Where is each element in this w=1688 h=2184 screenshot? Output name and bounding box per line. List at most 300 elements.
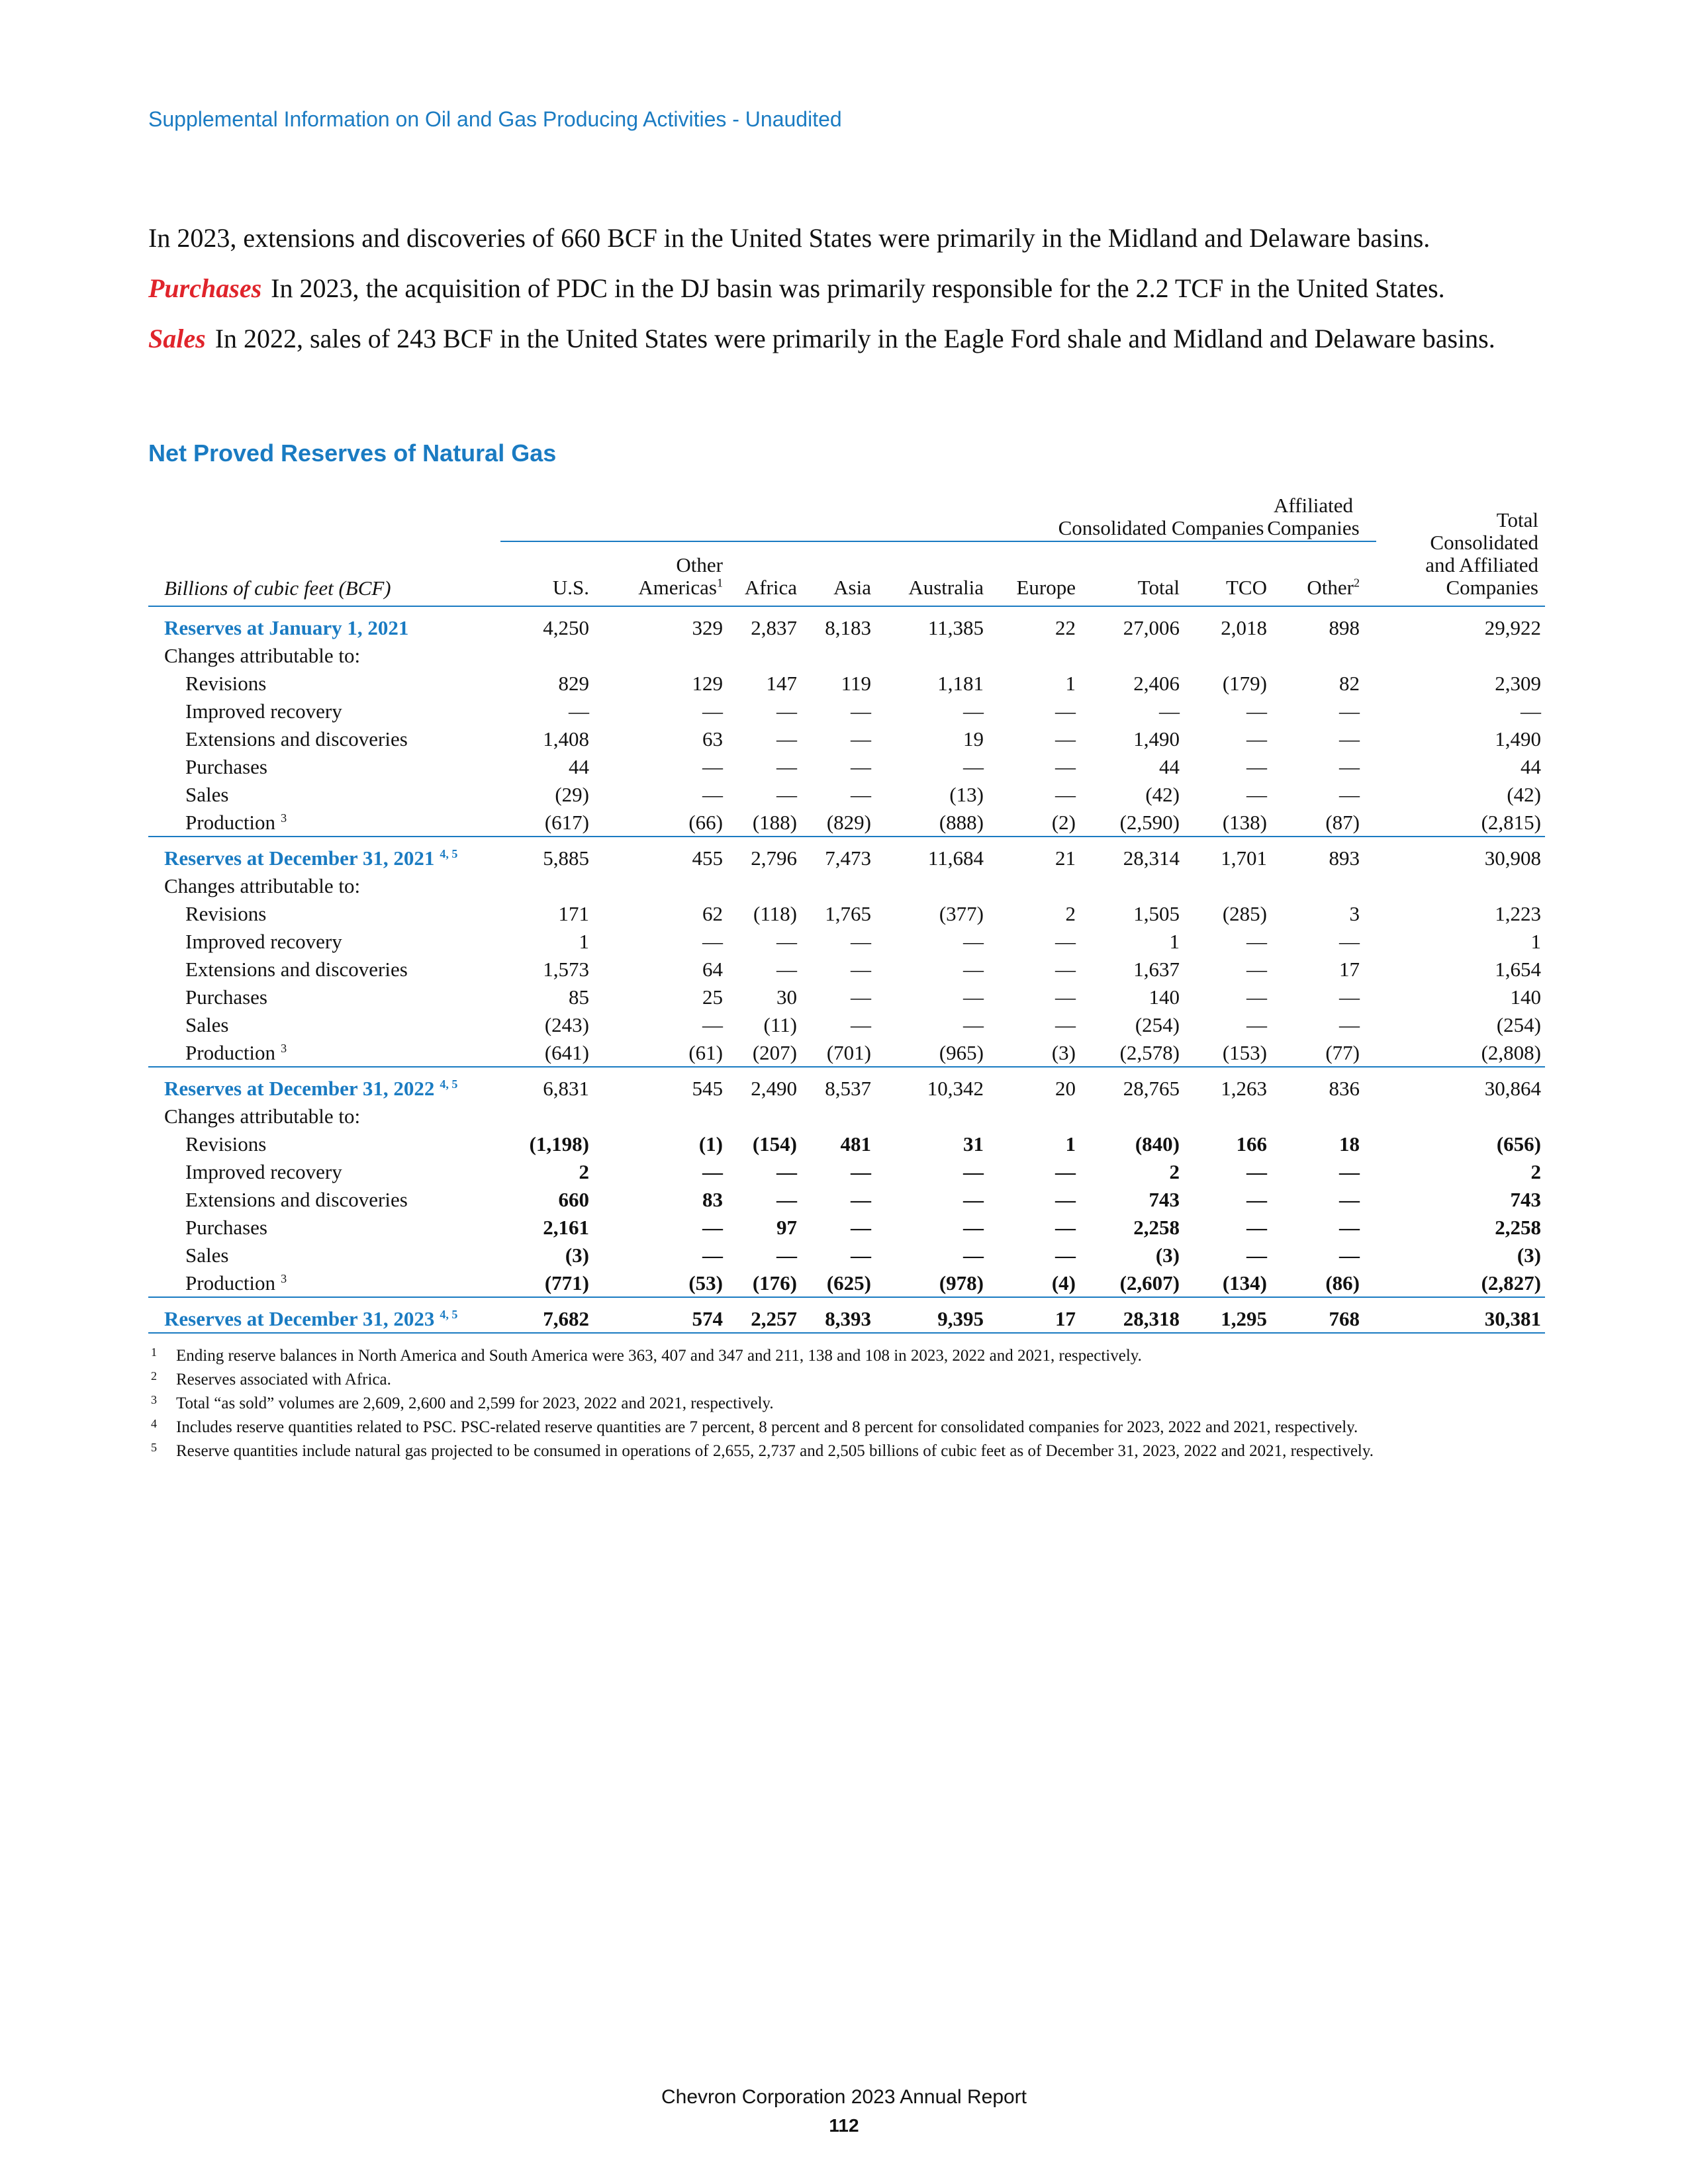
- table-cell: (207): [752, 1041, 797, 1064]
- table-row: [148, 927, 1545, 955]
- table-cell: 11,684: [927, 846, 984, 870]
- table-cell: —: [1246, 727, 1267, 751]
- table-row: [148, 955, 1545, 983]
- table-cell: —: [1055, 700, 1076, 723]
- table-cell: 10,342: [927, 1077, 984, 1100]
- table-cell: 82: [1339, 672, 1360, 695]
- col-europe: Europe: [1016, 576, 1076, 599]
- table-cell: —: [851, 958, 871, 981]
- table-cell: 64: [702, 958, 723, 981]
- paragraph-text: In 2023, the acquisition of PDC in the DJ basin was primarily responsible for the 2.2 TCF in the United States.: [271, 273, 1445, 303]
- table-cell: 1,654: [1495, 958, 1541, 981]
- table-cell: —: [963, 958, 984, 981]
- table-cell: —: [1246, 755, 1267, 778]
- table-cell: 27,006: [1123, 616, 1180, 639]
- table-cell: 2,258: [1133, 1216, 1180, 1239]
- col-total-line3: and Affiliated: [1425, 553, 1538, 576]
- table-cell: (617): [544, 811, 589, 834]
- row-label: Changes attributable to:: [164, 1105, 361, 1128]
- table-row: [148, 844, 1545, 872]
- table-cell: 1: [1169, 930, 1180, 953]
- footnote-text: Reserves associated with Africa.: [176, 1371, 391, 1388]
- table-cell: (86): [1325, 1271, 1360, 1295]
- table-cell: —: [776, 1188, 797, 1211]
- table-cell: —: [1055, 755, 1076, 778]
- table-cell: 3: [1349, 902, 1360, 925]
- table-cell: —: [963, 1244, 984, 1267]
- table-cell: —: [1246, 1160, 1267, 1183]
- table-row: [148, 669, 1545, 697]
- table-cell: 62: [702, 902, 723, 925]
- footnotes: [148, 1345, 1545, 1465]
- table-cell: (11): [763, 1013, 797, 1036]
- table-cell: 1,701: [1221, 846, 1267, 870]
- footnote: [148, 1345, 1545, 1367]
- table-cell: (3): [1517, 1244, 1541, 1267]
- table-cell: —: [776, 1160, 797, 1183]
- table-cell: (3): [565, 1244, 589, 1267]
- table-cell: (176): [752, 1271, 797, 1295]
- footnote-text: Reserve quantities include natural gas projected to be consumed in operations of 2,655, 2,737 and 2,505 billions of cubic feet as of December 31, 2023, 2022 and 2021, respectively.: [176, 1442, 1374, 1460]
- table-cell: 836: [1329, 1077, 1360, 1100]
- row-label: Purchases: [185, 755, 267, 778]
- footnote-text: Ending reserve balances in North America and South America were 363, 407 and 347 and 211, 138 and 108 in 2023, 2022 and 2021, respectively.: [176, 1347, 1142, 1365]
- table-cell: (254): [1135, 1013, 1180, 1036]
- table-cell: 1,223: [1495, 902, 1541, 925]
- table-cell: 768: [1329, 1307, 1360, 1330]
- paragraph-sales: [148, 322, 1545, 356]
- table-cell: 7,682: [543, 1307, 589, 1330]
- table-cell: —: [1339, 1188, 1360, 1211]
- table-cell: —: [776, 1244, 797, 1267]
- table-row: [148, 1102, 1545, 1130]
- group-affiliated-line1: Affiliated: [1274, 494, 1353, 517]
- table-cell: 30,381: [1484, 1307, 1541, 1330]
- table-cell: (656): [1496, 1132, 1541, 1156]
- table-cell: —: [851, 700, 871, 723]
- table-cell: 28,314: [1123, 846, 1180, 870]
- row-label: Reserves at December 31, 2021 $^{4, 5}$: [164, 846, 458, 870]
- table-cell: —: [1246, 958, 1267, 981]
- table-cell: —: [1246, 1244, 1267, 1267]
- table-cell: (179): [1222, 672, 1267, 695]
- table-cell: (377): [939, 902, 984, 925]
- table-cell: —: [1055, 727, 1076, 751]
- table-cell: —: [851, 1013, 871, 1036]
- footnote-number: 2: [151, 1369, 157, 1383]
- row-label: Sales: [185, 1244, 229, 1267]
- table-row: [148, 725, 1545, 752]
- table-cell: (42): [1145, 783, 1180, 806]
- table-cell: —: [851, 783, 871, 806]
- table-cell: 1,765: [825, 902, 871, 925]
- group-affiliated-line2: Companies: [1267, 516, 1360, 539]
- table-cell: —: [851, 1188, 871, 1211]
- reserves-table: [148, 493, 1545, 1334]
- table-cell: 44: [1159, 755, 1180, 778]
- paragraph-extensions: In 2023, extensions and discoveries of 660 BCF in the United States were primarily in the Midland and Delaware basins.: [148, 223, 1430, 253]
- table-cell: (2,607): [1119, 1271, 1180, 1295]
- table-cell: (3): [1051, 1041, 1076, 1064]
- table-cell: 893: [1329, 846, 1360, 870]
- table-row: [148, 1185, 1545, 1213]
- table-cell: 898: [1329, 616, 1360, 639]
- table-cell: 8,183: [825, 616, 871, 639]
- table-row: [148, 752, 1545, 780]
- table-cell: —: [1246, 1013, 1267, 1036]
- table-cell: 8,393: [825, 1307, 871, 1330]
- table-cell: 31: [963, 1132, 984, 1156]
- footnote: [148, 1441, 1545, 1462]
- table-cell: 5,885: [543, 846, 589, 870]
- col-tco: TCO: [1226, 576, 1267, 599]
- table-cell: 19: [963, 727, 984, 751]
- table-cell: (978): [939, 1271, 984, 1295]
- paragraph-lead: Purchases: [148, 273, 262, 303]
- table-cell: —: [1339, 1244, 1360, 1267]
- row-label: Improved recovery: [185, 930, 342, 953]
- table-row: [148, 1269, 1545, 1297]
- table-cell: —: [963, 985, 984, 1009]
- group-affiliated-rule: [1197, 541, 1376, 542]
- table-cell: (829): [826, 811, 871, 834]
- group-consolidated: Consolidated Companies: [1058, 516, 1264, 539]
- table-cell: —: [1246, 930, 1267, 953]
- table-row: [148, 1304, 1545, 1332]
- table-cell: 20: [1055, 1077, 1076, 1100]
- table-row: [148, 1158, 1545, 1185]
- table-row: [148, 1213, 1545, 1241]
- table-cell: 11,385: [927, 616, 984, 639]
- table-cell: 2,796: [751, 846, 797, 870]
- table-cell: —: [851, 1244, 871, 1267]
- row-label: Reserves at December 31, 2023 $^{4, 5}$: [164, 1307, 458, 1330]
- table-cell: —: [1055, 1160, 1076, 1183]
- table-cell: 29,922: [1484, 616, 1541, 639]
- table-cell: 30,864: [1484, 1077, 1541, 1100]
- table-cell: 660: [558, 1188, 589, 1211]
- row-label: Extensions and discoveries: [185, 1188, 408, 1211]
- table-cell: (1,198): [529, 1132, 589, 1156]
- table-cell: —: [851, 985, 871, 1009]
- table-cell: —: [1339, 783, 1360, 806]
- table-cell: (254): [1496, 1013, 1541, 1036]
- table-cell: (138): [1222, 811, 1267, 834]
- table-cell: 28,318: [1123, 1307, 1180, 1330]
- table-cell: 743: [1510, 1188, 1541, 1211]
- footnote-number: 4: [151, 1417, 157, 1430]
- table-cell: 329: [692, 616, 723, 639]
- col-us: U.S.: [552, 576, 589, 599]
- table-cell: 97: [776, 1216, 797, 1239]
- table-row: [148, 780, 1545, 808]
- table-cell: 1,490: [1495, 727, 1541, 751]
- table-cell: 2,258: [1495, 1216, 1541, 1239]
- table-cell: —: [569, 700, 589, 723]
- table-cell: 44: [1521, 755, 1541, 778]
- col-total-line2: Consolidated: [1430, 531, 1538, 554]
- table-cell: —: [963, 930, 984, 953]
- table-cell: 2,490: [751, 1077, 797, 1100]
- table-cell: 30: [776, 985, 797, 1009]
- table-cell: —: [776, 930, 797, 953]
- table-row: [148, 641, 1545, 669]
- table-cell: 140: [1149, 985, 1180, 1009]
- row-label: Purchases: [185, 1216, 267, 1239]
- table-cell: 481: [840, 1132, 871, 1156]
- table-header: [148, 493, 1545, 606]
- bottom-rule: [148, 1332, 1545, 1334]
- table-cell: —: [702, 1244, 723, 1267]
- row-label: Reserves at January 1, 2021: [164, 616, 409, 639]
- table-caption: Billions of cubic feet (BCF): [164, 576, 391, 600]
- footnote: [148, 1393, 1545, 1414]
- table-cell: 2,161: [543, 1216, 589, 1239]
- footnote-text: Includes reserve quantities related to PSC. PSC-related reserve quantities are 7 percent, 8 percent and 8 percent for consolidated companies for 2023, 2022 and 2021, respectively.: [176, 1418, 1358, 1436]
- table-cell: 4,250: [543, 616, 589, 639]
- table-cell: 1: [1530, 930, 1541, 953]
- table-cell: —: [1055, 1013, 1076, 1036]
- table-cell: —: [851, 1216, 871, 1239]
- page-number: 112: [829, 2115, 859, 2136]
- row-label: Production $^3$: [185, 811, 287, 834]
- table-cell: —: [1055, 1188, 1076, 1211]
- table-cell: (243): [544, 1013, 589, 1036]
- table-cell: —: [702, 783, 723, 806]
- table-cell: (701): [826, 1041, 871, 1064]
- table-cell: —: [851, 930, 871, 953]
- table-cell: 1,573: [543, 958, 589, 981]
- table-cell: 6,831: [543, 1077, 589, 1100]
- table-cell: (154): [752, 1132, 797, 1156]
- col-other-affiliated: Other$^2$: [1307, 576, 1360, 599]
- col-total-line4: Companies: [1446, 576, 1538, 599]
- table-cell: —: [1055, 1216, 1076, 1239]
- running-header: Supplemental Information on Oil and Gas Producing Activities - Unaudited: [148, 107, 842, 131]
- row-label: Sales: [185, 783, 229, 806]
- row-label: Sales: [185, 1013, 229, 1036]
- table-cell: —: [702, 1216, 723, 1239]
- table-cell: 829: [558, 672, 589, 695]
- table-cell: —: [1246, 1216, 1267, 1239]
- table-cell: (965): [939, 1041, 984, 1064]
- footnote: [148, 1369, 1545, 1390]
- table-cell: (188): [752, 811, 797, 834]
- table-cell: 2,018: [1221, 616, 1267, 639]
- table-cell: —: [1055, 930, 1076, 953]
- col-other-americas-line2: Americas$^1$: [638, 576, 723, 599]
- footnote-number: 3: [151, 1393, 157, 1406]
- table-cell: —: [1246, 1188, 1267, 1211]
- table-cell: 171: [558, 902, 589, 925]
- table-cell: 1,295: [1221, 1307, 1267, 1330]
- table-cell: 2,406: [1133, 672, 1180, 695]
- paragraph-purchases: [148, 271, 1545, 306]
- row-label: Reserves at December 31, 2022 $^{4, 5}$: [164, 1077, 458, 1100]
- table-cell: 1: [1065, 1132, 1076, 1156]
- table-cell: —: [776, 727, 797, 751]
- table-cell: (771): [544, 1271, 589, 1295]
- row-label: Improved recovery: [185, 700, 342, 723]
- table-cell: 1,408: [543, 727, 589, 751]
- table-cell: 1,263: [1221, 1077, 1267, 1100]
- row-label: Changes attributable to:: [164, 874, 361, 897]
- table-cell: 25: [702, 985, 723, 1009]
- table-cell: —: [1246, 985, 1267, 1009]
- table-cell: —: [1055, 783, 1076, 806]
- table-cell: 7,473: [825, 846, 871, 870]
- table-cell: (625): [826, 1271, 871, 1295]
- table-cell: 1: [579, 930, 589, 953]
- table-cell: (888): [939, 811, 984, 834]
- table-row: [148, 1011, 1545, 1038]
- table-row: [148, 1038, 1545, 1066]
- table-cell: 574: [692, 1307, 723, 1330]
- table-cell: 2,837: [751, 616, 797, 639]
- row-label: Extensions and discoveries: [185, 958, 408, 981]
- footnote: [148, 1417, 1545, 1438]
- footnote-number: 1: [151, 1345, 157, 1359]
- table-cell: —: [702, 930, 723, 953]
- footnote-text: Total “as sold” volumes are 2,609, 2,600 and 2,599 for 2023, 2022 and 2021, respectively.: [176, 1394, 774, 1412]
- table-cell: —: [1055, 985, 1076, 1009]
- col-asia: Asia: [833, 576, 871, 599]
- table-cell: 17: [1339, 958, 1360, 981]
- table-cell: —: [963, 700, 984, 723]
- table-cell: (118): [753, 902, 797, 925]
- table-row: [148, 872, 1545, 899]
- table-cell: —: [1246, 700, 1267, 723]
- row-gap: [148, 1298, 1545, 1304]
- row-label: Production $^3$: [185, 1271, 287, 1295]
- table-cell: 129: [692, 672, 723, 695]
- table-cell: —: [963, 1160, 984, 1183]
- table-cell: 17: [1055, 1307, 1076, 1330]
- table-cell: 63: [702, 727, 723, 751]
- table-cell: 1,490: [1133, 727, 1180, 751]
- table-cell: —: [1339, 1160, 1360, 1183]
- table-cell: —: [1339, 1216, 1360, 1239]
- table-cell: —: [963, 755, 984, 778]
- paragraph-lead: Sales: [148, 324, 206, 353]
- table-row: [148, 614, 1545, 641]
- col-total-line1: Total: [1496, 508, 1538, 531]
- row-label: Revisions: [185, 1132, 267, 1156]
- row-label: Production $^3$: [185, 1041, 287, 1064]
- table-cell: 44: [569, 755, 589, 778]
- col-australia: Australia: [908, 576, 984, 599]
- table-cell: —: [1339, 727, 1360, 751]
- table-cell: —: [1159, 700, 1180, 723]
- table-cell: —: [702, 755, 723, 778]
- table-cell: —: [702, 700, 723, 723]
- table-cell: —: [1521, 700, 1541, 723]
- table-row: [148, 983, 1545, 1011]
- table-cell: (1): [698, 1132, 723, 1156]
- table-row: [148, 808, 1545, 836]
- col-other-americas-line1: Other: [676, 553, 723, 576]
- table-cell: (285): [1222, 902, 1267, 925]
- table-cell: 18: [1339, 1132, 1360, 1156]
- table-cell: (2): [1051, 811, 1076, 834]
- table-cell: —: [1055, 958, 1076, 981]
- table-cell: —: [851, 727, 871, 751]
- table-body: [148, 606, 1545, 1334]
- table-cell: —: [776, 783, 797, 806]
- table-cell: 1,181: [937, 672, 984, 695]
- table-cell: 140: [1510, 985, 1541, 1009]
- table-row: [148, 697, 1545, 725]
- table-cell: (29): [555, 783, 589, 806]
- table-cell: (77): [1325, 1041, 1360, 1064]
- table-cell: —: [851, 1160, 871, 1183]
- table-cell: (53): [688, 1271, 723, 1295]
- row-label: Changes attributable to:: [164, 644, 361, 667]
- row-gap: [148, 607, 1545, 614]
- table-cell: —: [851, 755, 871, 778]
- table-cell: (13): [949, 783, 984, 806]
- table-cell: —: [1339, 985, 1360, 1009]
- table-cell: 2,257: [751, 1307, 797, 1330]
- row-label: Revisions: [185, 672, 267, 695]
- table-cell: 455: [692, 846, 723, 870]
- table-cell: (87): [1325, 811, 1360, 834]
- row-label: Improved recovery: [185, 1160, 342, 1183]
- row-label: Extensions and discoveries: [185, 727, 408, 751]
- table-cell: (153): [1222, 1041, 1267, 1064]
- table-cell: —: [702, 1160, 723, 1183]
- table-cell: 8,537: [825, 1077, 871, 1100]
- table-cell: 545: [692, 1077, 723, 1100]
- table-cell: (42): [1507, 783, 1541, 806]
- table-cell: 743: [1149, 1188, 1180, 1211]
- table-cell: (2,590): [1119, 811, 1180, 834]
- table-row: [148, 1074, 1545, 1102]
- table-cell: (61): [688, 1041, 723, 1064]
- table-cell: 22: [1055, 616, 1076, 639]
- table-cell: 166: [1236, 1132, 1267, 1156]
- table-cell: (4): [1051, 1271, 1076, 1295]
- table-cell: (2,815): [1481, 811, 1541, 834]
- table-cell: —: [1055, 1244, 1076, 1267]
- row-gap: [148, 837, 1545, 844]
- footnote-number: 5: [151, 1441, 157, 1454]
- table-cell: 30,908: [1484, 846, 1541, 870]
- table-cell: —: [776, 958, 797, 981]
- table-row: [148, 1130, 1545, 1158]
- row-label: Purchases: [185, 985, 267, 1009]
- table-cell: —: [963, 1188, 984, 1211]
- table-cell: —: [1339, 1013, 1360, 1036]
- table-cell: (2,827): [1481, 1271, 1541, 1295]
- table-cell: 28,765: [1123, 1077, 1180, 1100]
- table-cell: (134): [1222, 1271, 1267, 1295]
- table-cell: 83: [702, 1188, 723, 1211]
- table-cell: 9,395: [937, 1307, 984, 1330]
- table-cell: —: [702, 1013, 723, 1036]
- table-cell: 1: [1065, 672, 1076, 695]
- table-cell: 2,309: [1495, 672, 1541, 695]
- table-cell: —: [1339, 700, 1360, 723]
- table-cell: 2: [1530, 1160, 1541, 1183]
- row-label: Revisions: [185, 902, 267, 925]
- table-cell: (641): [544, 1041, 589, 1064]
- table-cell: (840): [1135, 1132, 1180, 1156]
- table-cell: 1,637: [1133, 958, 1180, 981]
- table-cell: 119: [841, 672, 871, 695]
- table-cell: 1,505: [1133, 902, 1180, 925]
- table-cell: 147: [766, 672, 797, 695]
